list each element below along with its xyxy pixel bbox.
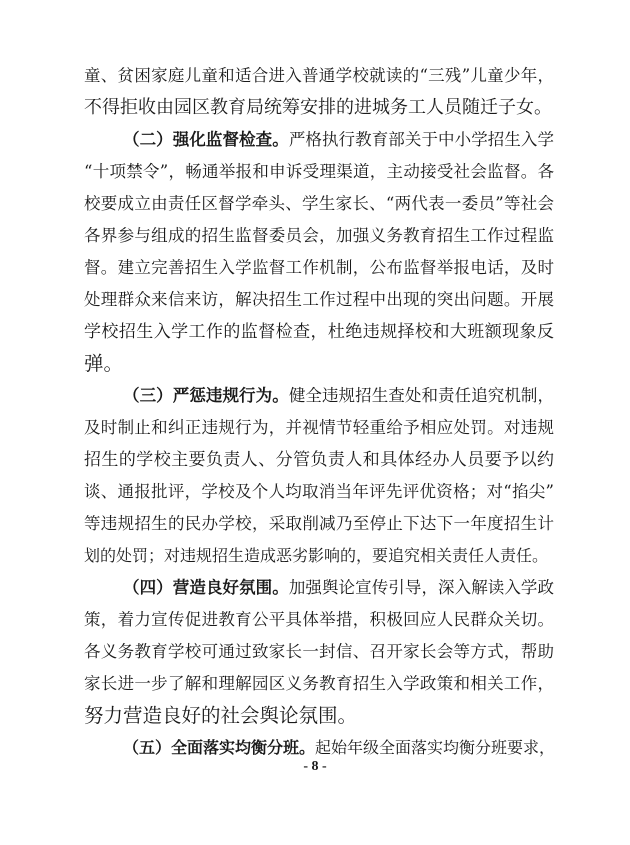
- text-line: 弹。: [84, 352, 124, 375]
- section-heading: （三）严惩违规行为。: [123, 386, 289, 405]
- text-line: 等违规招生的民办学校，采取削减乃至停止下达下一年度招生计: [84, 514, 554, 533]
- text-line: 督。建立完善招生入学监督工作机制，公布监督举报电话，及时: [84, 258, 554, 277]
- text-line: 策，着力宣传促进教育公平具体举措，积极回应人民群众关切。: [84, 610, 554, 629]
- text-line: 招生的学校主要负责人、分管负责人和具体经办人员要予以约: [84, 450, 554, 470]
- text-line: 童、贫困家庭儿童和适合进入普通学校就读的“三残”儿童少年，: [84, 66, 554, 85]
- text-line: 学校招生入学工作的监督检查，杜绝违规择校和大班额现象反: [84, 322, 554, 342]
- paragraph-first-line: [123, 124, 554, 156]
- text-line: 不得拒收由园区教育局统筹安排的进城务工人员随迁子女。: [84, 97, 552, 118]
- text-line: “十项禁令”，畅通举报和申诉受理渠道，主动接受社会监督。各: [84, 162, 554, 181]
- page-number: - 8 -: [303, 759, 327, 774]
- text-line: 及时制止和纠正违规行为，并视情节轻重给予相应处罚。对违规: [84, 418, 554, 437]
- paragraph-first-line: [123, 572, 554, 604]
- text-line: 校要成立由责任区督学牵头、学生家长、“两代表一委员”等社会: [84, 194, 554, 213]
- text-line: 家长进一步了解和理解园区义务教育招生入学政策和相关工作，: [84, 674, 554, 693]
- text-line: 各界参与组成的招生监督委员会，加强义务教育招生工作过程监: [84, 226, 554, 245]
- text-line: 谈、通报批评，学校及个人均取消当年评先评优资格；对“掐尖”: [84, 482, 554, 501]
- text-span: 严格执行教育部关于中小学招生入学: [288, 130, 555, 149]
- text-line: 处理群众来信来访，解决招生工作过程中出现的突出问题。开展: [84, 290, 554, 309]
- text-span: 起始年级全面落实均衡分班要求，: [315, 738, 556, 757]
- section-heading: （二）强化监督检查。: [123, 130, 289, 149]
- text-span: 健全违规招生查处和责任追究机制，: [288, 386, 555, 405]
- section-heading: （五）全面落实均衡分班。: [123, 738, 316, 757]
- text-line: 划的处罚；对违规招生造成恶劣影响的，要追究相关责任人责任。: [84, 546, 549, 565]
- text-line: 各义务教育学校可通过致家长一封信、召开家长会等方式，帮助: [84, 642, 554, 661]
- section-heading: （四）营造良好氛围。: [123, 578, 289, 597]
- paragraph-first-line: [123, 380, 554, 412]
- text-span: 加强舆论宣传引导，深入解读入学政: [288, 578, 555, 597]
- text-line: 努力营造良好的社会舆论氛围。: [84, 704, 358, 727]
